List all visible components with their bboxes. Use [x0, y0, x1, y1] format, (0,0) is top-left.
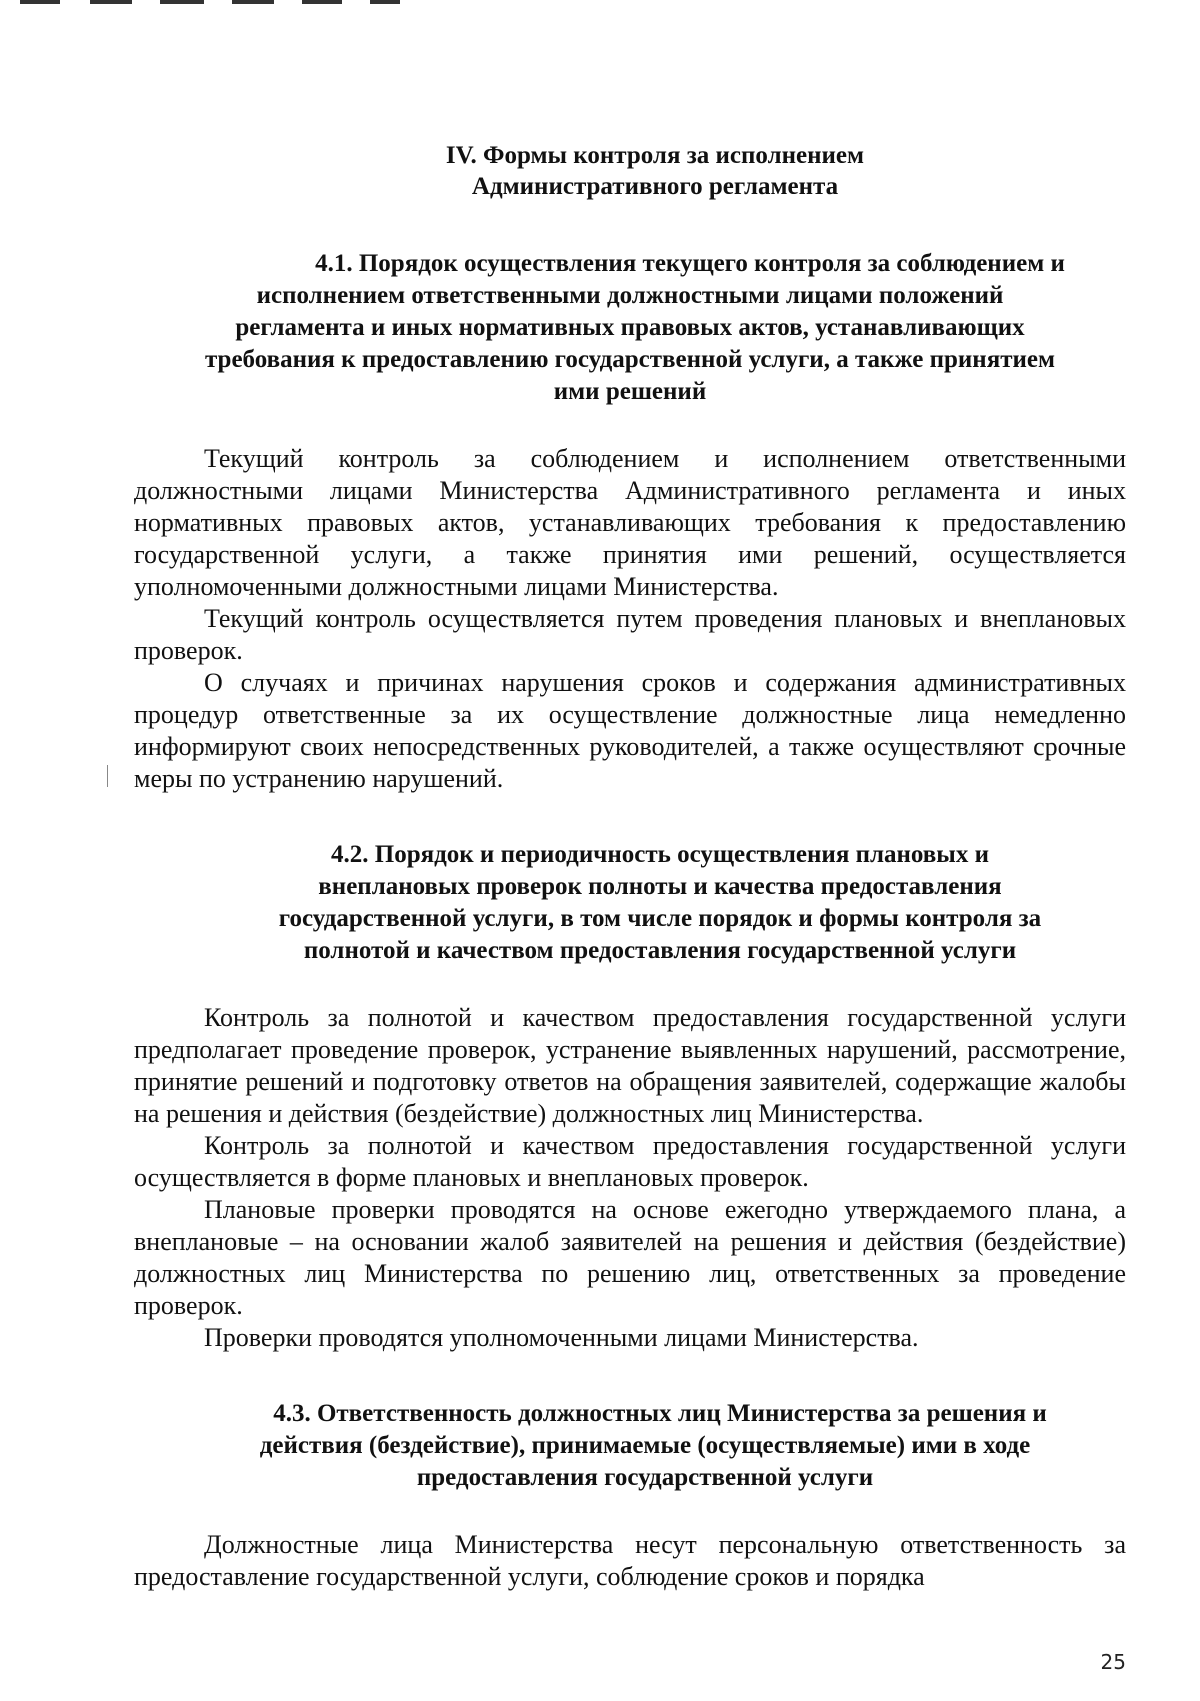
section-heading: [134, 248, 1126, 408]
paragraph: Проверки проводятся уполномоченными лицами Министерства.: [204, 1323, 919, 1352]
heading-line: 4.2. Порядок и периодичность осуществления плановых и: [331, 841, 989, 868]
page-number: 25: [1100, 1650, 1126, 1674]
heading-line: исполнением ответственными должностными лицами положений: [256, 282, 1004, 309]
heading-line: действия (бездействие), принимаемые (осуществляемые) ими в ходе: [259, 1432, 1031, 1459]
heading-line: внеплановых проверок полноты и качества предоставления: [318, 873, 1002, 900]
paragraph: Текущий контроль за соблюдением и исполнением ответственными должностными лицами Министерства Административного регламента и иных нормативных правовых актов, устанавливающих требования к предоставлению государственной услуги, а также принятия ими решений, осуществляется уполномоченными должностными лицами Министерства.: [134, 444, 1126, 601]
section-heading: [134, 1398, 1126, 1494]
paragraph: Текущий контроль осуществляется путем проведения плановых и внеплановых проверок.: [134, 604, 1126, 665]
scan-artifact-marks: [0, 0, 520, 6]
heading-line: регламента и иных нормативных правовых актов, устанавливающих: [235, 314, 1025, 341]
paragraph: Должностные лица Министерства несут персональную ответственность за предоставление государственной услуги, соблюдение сроков и порядка: [134, 1530, 1126, 1591]
section-4-3: [134, 1398, 1126, 1593]
heading-line: 4.3. Ответственность должностных лиц Министерства за решения и: [273, 1400, 1047, 1427]
chapter-title-line-2: Административного регламента: [471, 173, 839, 200]
heading-line: предоставления государственной услуги: [416, 1464, 874, 1491]
chapter-title-line-1: IV. Формы контроля за исполнением: [445, 142, 865, 169]
heading-line: ими решений: [553, 378, 707, 405]
heading-line: требования к предоставлению государственной услуги, а также принятием: [204, 346, 1056, 373]
paragraph: Контроль за полнотой и качеством предоставления государственной услуги предполагает проведение проверок, устранение выявленных нарушений, рассмотрение, принятие решений и подготовку ответов на обращения заявителей, содержащие жалобы на решения и действия (бездействие) должностных лиц Министерства.: [134, 1003, 1126, 1128]
section-heading: [134, 839, 1126, 967]
paragraph: Плановые проверки проводятся на основе ежегодно утверждаемого плана, а внеплановые – на основании жалоб заявителей на решения и действия (бездействие) должностных лиц Министерства по решению лиц, ответственных за проведение проверок.: [134, 1195, 1126, 1320]
paragraph: О случаях и причинах нарушения сроков и содержания административных процедур ответственные за их осуществление должностные лица немедленно информируют своих непосредственных руководителей, а также осуществляют срочные меры по устранению нарушений.: [134, 668, 1126, 793]
chapter-title: [134, 140, 1126, 202]
document-page: [134, 140, 1126, 1637]
section-4-2: [134, 839, 1126, 1354]
heading-line: государственной услуги, в том числе порядок и формы контроля за: [278, 905, 1042, 932]
scan-margin-mark: [107, 765, 108, 787]
heading-line: 4.1. Порядок осуществления текущего контроля за соблюдением и: [315, 250, 1065, 277]
section-4-1: [134, 248, 1126, 795]
heading-line: полнотой и качеством предоставления государственной услуги: [303, 937, 1017, 964]
paragraph: Контроль за полнотой и качеством предоставления государственной услуги осуществляется в форме плановых и внеплановых проверок.: [134, 1131, 1126, 1192]
